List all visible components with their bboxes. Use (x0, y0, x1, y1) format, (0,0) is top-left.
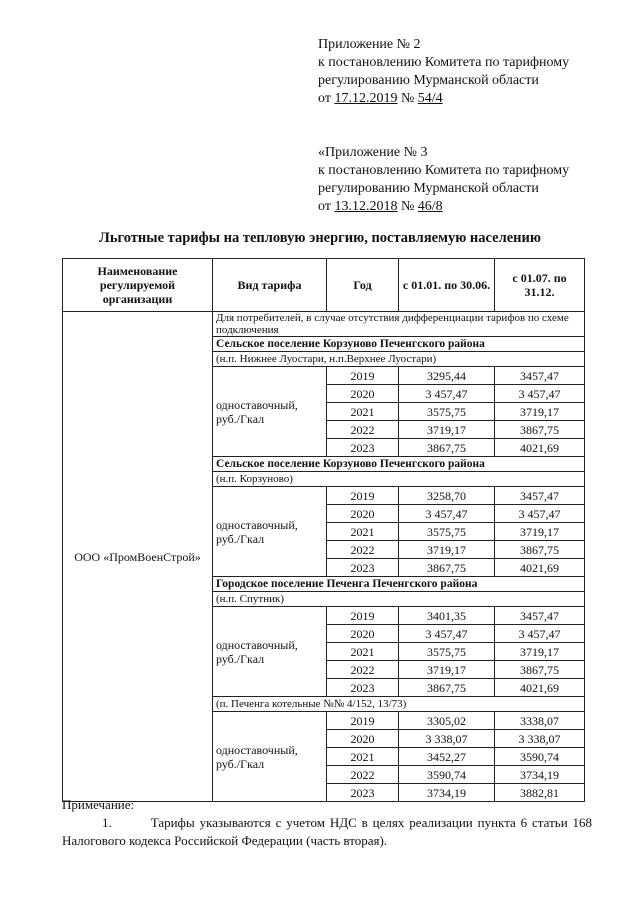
tariff-second-half: 4021,69 (495, 439, 585, 457)
year-cell: 2021 (327, 748, 399, 766)
appendix-1-number: 54/4 (417, 91, 443, 106)
footnote-item-number: 1. (102, 815, 112, 830)
year-cell: 2022 (327, 421, 399, 439)
tariff-first-half: 3295,44 (399, 367, 495, 385)
section-title: Сельское поселение Корзуново Печенгского района (213, 457, 585, 472)
year-cell: 2020 (327, 505, 399, 523)
tariff-second-half: 4021,69 (495, 679, 585, 697)
tariff-table (62, 258, 585, 802)
table-header-row (63, 259, 585, 312)
tariff-first-half: 3867,75 (399, 439, 495, 457)
footnote-item-text: Тарифы указываются с учетом НДС в целях реализации пункта 6 статьи 168 Налогового кодекса Российской Федерации (часть вторая). (62, 815, 593, 848)
section-subtitle: (н.п. Корзуново) (213, 472, 585, 487)
tariff-second-half: 3590,74 (495, 748, 585, 766)
tariff-second-half: 3719,17 (495, 403, 585, 421)
tariff-kind: одноставочный, руб./Гкал (213, 607, 327, 697)
organization-name: ООО «ПромВоенСтрой» (63, 312, 213, 802)
year-cell: 2020 (327, 385, 399, 403)
year-cell: 2022 (327, 661, 399, 679)
appendix-2-num-sign: № (400, 199, 415, 214)
tariff-first-half: 3 338,07 (399, 730, 495, 748)
footnote-label: Примечание: (62, 797, 135, 812)
year-cell: 2021 (327, 643, 399, 661)
tariff-second-half: 3734,19 (495, 766, 585, 784)
section-subtitle: (п. Печенга котельные №№ 4/152, 13/73) (213, 697, 585, 712)
tariff-second-half: 3882,81 (495, 784, 585, 802)
tariff-second-half: 3719,17 (495, 523, 585, 541)
tariff-kind: одноставочный, руб./Гкал (213, 712, 327, 802)
appendix-1-line1: Приложение № 2 (318, 37, 421, 52)
section-title: Городское поселение Печенга Печенгского района (213, 577, 585, 592)
tariff-second-half: 3867,75 (495, 421, 585, 439)
tariff-first-half: 3719,17 (399, 421, 495, 439)
table-row (63, 312, 585, 337)
tariff-first-half: 3452,27 (399, 748, 495, 766)
year-cell: 2019 (327, 712, 399, 730)
appendix-header-2 (318, 144, 569, 216)
consumer-note: Для потребителей, в случае отсутствия дифференциации тарифов по схеме подключения (213, 312, 585, 337)
tariff-second-half: 4021,69 (495, 559, 585, 577)
header-tariff-kind: Вид тарифа (213, 259, 327, 312)
header-year: Год (327, 259, 399, 312)
appendix-2-date: 13.12.2018 (334, 199, 398, 214)
year-cell: 2020 (327, 730, 399, 748)
footnote (62, 796, 592, 850)
year-cell: 2023 (327, 559, 399, 577)
year-cell: 2021 (327, 523, 399, 541)
section-subtitle: (н.п. Нижнее Луостари, н.п.Верхнее Луостари) (213, 352, 585, 367)
appendix-1-prefix: от (318, 91, 331, 106)
tariff-first-half: 3575,75 (399, 403, 495, 421)
tariff-second-half: 3 457,47 (495, 385, 585, 403)
tariff-second-half: 3719,17 (495, 643, 585, 661)
tariff-second-half: 3867,75 (495, 541, 585, 559)
tariff-first-half: 3 457,47 (399, 505, 495, 523)
tariff-first-half: 3719,17 (399, 661, 495, 679)
footnote-item (62, 814, 592, 850)
year-cell: 2023 (327, 439, 399, 457)
tariff-first-half: 3575,75 (399, 643, 495, 661)
tariff-first-half: 3719,17 (399, 541, 495, 559)
tariff-first-half: 3 457,47 (399, 385, 495, 403)
section-subtitle: (н.п. Спутник) (213, 592, 585, 607)
tariff-first-half: 3258,70 (399, 487, 495, 505)
header-period-1: с 01.01. по 30.06. (399, 259, 495, 312)
appendix-2-line3: регулированию Мурманской области (318, 181, 539, 196)
year-cell: 2019 (327, 607, 399, 625)
appendix-1-num-sign: № (400, 91, 415, 106)
document-title: Льготные тарифы на тепловую энергию, поставляемую населению (99, 230, 541, 246)
tariff-second-half: 3338,07 (495, 712, 585, 730)
tariff-first-half: 3575,75 (399, 523, 495, 541)
year-cell: 2022 (327, 766, 399, 784)
year-cell: 2022 (327, 541, 399, 559)
appendix-header-1 (318, 36, 569, 108)
tariff-first-half: 3867,75 (399, 679, 495, 697)
header-period-2: с 01.07. по 31.12. (495, 259, 585, 312)
appendix-2-line1: «Приложение № 3 (318, 145, 428, 160)
year-cell: 2019 (327, 487, 399, 505)
appendix-1-line2: к постановлению Комитета по тарифному (318, 55, 570, 70)
appendix-1-date-line (318, 90, 569, 108)
tariff-first-half: 3305,02 (399, 712, 495, 730)
tariff-second-half: 3 457,47 (495, 505, 585, 523)
tariff-second-half: 3 338,07 (495, 730, 585, 748)
year-cell: 2021 (327, 403, 399, 421)
section-title: Сельское поселение Корзуново Печенгского района (213, 337, 585, 352)
tariff-first-half: 3401,35 (399, 607, 495, 625)
tariff-second-half: 3457,47 (495, 607, 585, 625)
year-cell: 2020 (327, 625, 399, 643)
tariff-first-half: 3867,75 (399, 559, 495, 577)
tariff-second-half: 3457,47 (495, 367, 585, 385)
appendix-1-line3: регулированию Мурманской области (318, 73, 539, 88)
appendix-2-number: 46/8 (417, 199, 443, 214)
appendix-2-date-line (318, 198, 569, 216)
tariff-kind: одноставочный, руб./Гкал (213, 487, 327, 577)
year-cell: 2023 (327, 679, 399, 697)
tariff-first-half: 3734,19 (399, 784, 495, 802)
year-cell: 2019 (327, 367, 399, 385)
appendix-1-date: 17.12.2019 (334, 91, 398, 106)
tariff-second-half: 3 457,47 (495, 625, 585, 643)
tariff-first-half: 3590,74 (399, 766, 495, 784)
year-cell: 2023 (327, 784, 399, 802)
header-organization: Наименование регулируемой организации (63, 259, 213, 312)
tariff-second-half: 3457,47 (495, 487, 585, 505)
appendix-2-prefix: от (318, 199, 331, 214)
table-body (63, 312, 585, 802)
tariff-kind: одноставочный, руб./Гкал (213, 367, 327, 457)
appendix-2-line2: к постановлению Комитета по тарифному (318, 163, 570, 178)
tariff-first-half: 3 457,47 (399, 625, 495, 643)
tariff-second-half: 3867,75 (495, 661, 585, 679)
